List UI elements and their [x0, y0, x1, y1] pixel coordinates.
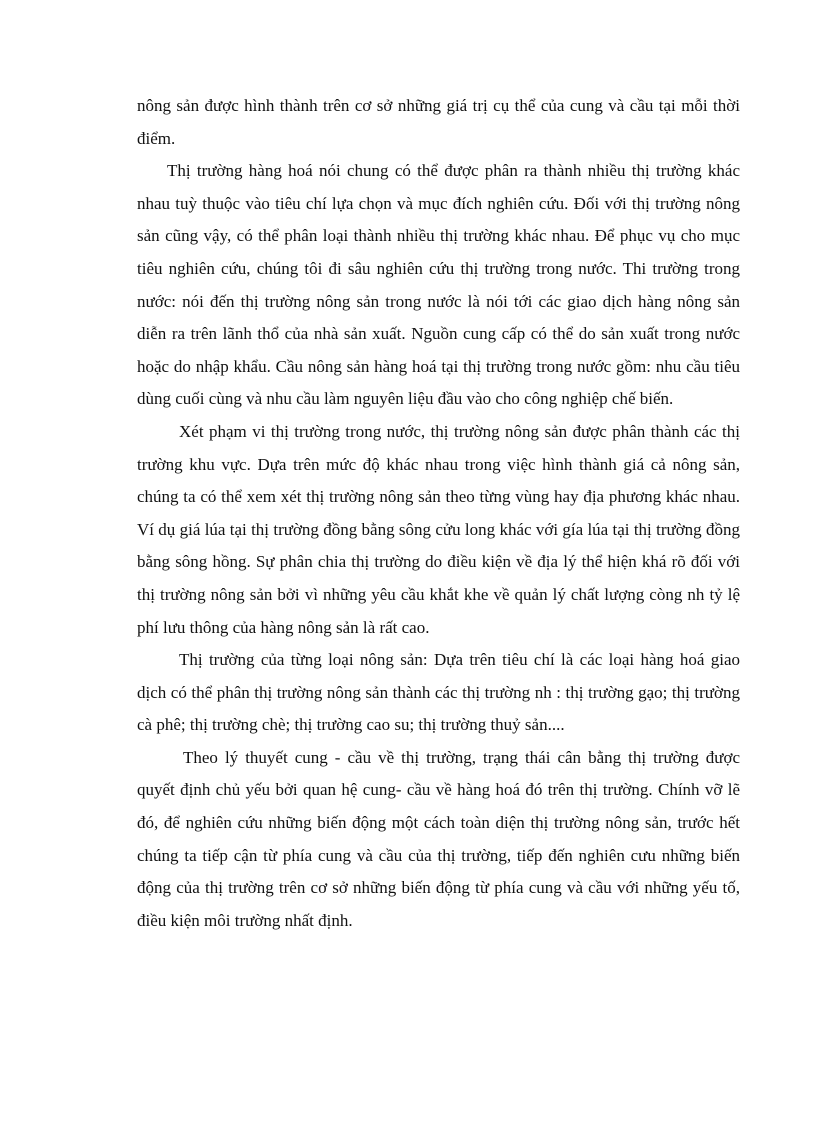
paragraph-supply-demand-theory: Theo lý thuyết cung - cầu về thị trường, trạng thái cân bằng thị trường được quyết định chủ yếu bởi quan hệ cung- cầu về hàng hoá đó trên thị trường. Chính vỡ lẽ đó, để nghiên cứu những biến động một cách toàn diện thị trường nông sản, trước hết chúng ta tiếp cận từ phía cung và cầu của thị trường, tiếp đến nghiên cưu những biến động của thị trường trên cơ sở những biến động từ phía cung và cầu với những yếu tố, điều kiện môi trường nhất định.: [137, 747, 740, 930]
paragraph-product-markets: Thị trường của từng loại nông sản: Dựa trên tiêu chí là các loại hàng hoá giao dịch có thể phân thị trường nông sản thành các thị trường nh : thị trường gạo; thị trường cà phê; thị trường chè; thị trường cao su; thị trường thuỷ sản....: [137, 650, 740, 735]
document-body: [137, 90, 740, 937]
paragraph-market-classification: Thị trường hàng hoá nói chung có thể được phân ra thành nhiều thị trường khác nhau tuỳ thuộc vào tiêu chí lựa chọn và mục đích nghiên cứu. Đối với thị trường nông sản cũng vậy, có thể phân loại thành nhiều thị trường khác nhau. Để phục vụ cho mục tiêu nghiên cứu, chúng tôi đi sâu nghiên cứu thị trường trong nước. Thi trường trong nước: nói đến thị trường nông sản trong nước là nói tới các giao dịch hàng nông sản diễn ra trên lãnh thổ của nhà sản xuất. Nguồn cung cấp có thể do sản xuất trong nước hoặc do nhập khẩu. Cầu nông sản hàng hoá tại thị trường trong nước gồm: nhu cầu tiêu dùng cuối cùng và nhu cầu làm nguyên liệu đầu vào cho công nghiệp chế biến.: [137, 161, 740, 409]
paragraph-continuation: nông sản được hình thành trên cơ sở những giá trị cụ thể của cung và cầu tại mỗi thời điểm.: [137, 96, 740, 148]
paragraph-regional-markets: Xét phạm vi thị trường trong nước, thị trường nông sản được phân thành các thị trường khu vực. Dựa trên mức độ khác nhau trong việc hình thành giá cả nông sản, chúng ta có thể xem xét thị trường nông sản theo từng vùng hay địa phương khác nhau. Ví dụ giá lúa tại thị trường đồng bằng sông cửu long khác với gía lúa tại thị trường đồng bằng sông hồng. Sự phân chia thị trường do điều kiện về địa lý thể hiện khá rõ đối với thị trường nông sản bởi vì những yêu cầu khắt khe về quản lý chất lượng còng nh tỷ lệ phí lưu thông của hàng nông sản là rất cao.: [137, 421, 740, 637]
